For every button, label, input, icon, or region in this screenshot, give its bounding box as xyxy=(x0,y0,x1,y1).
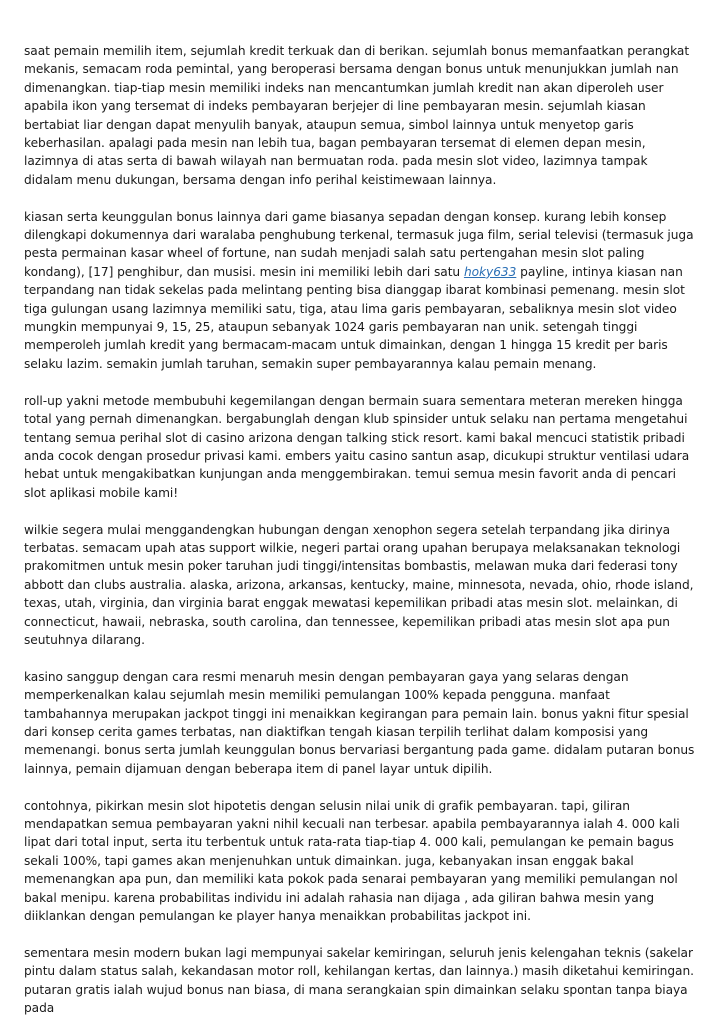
paragraph-7: sementara mesin modern bukan lagi mempunyai sakelar kemiringan, seluruh jenis kelengahan teknis (sakelar pintu dalam status salah, kekandasan motor roll, kehilangan kertas, dan lainnya.) masih diketahui kemiringan. putaran gratis ialah wujud bonus nan biasa, di mana serangkaian spin dimainkan selaku spontan tanpa biaya pada xyxy=(24,945,694,1016)
paragraph-2 xyxy=(24,208,696,374)
paragraph-1: saat pemain memilih item, sejumlah kredit terkuak dan di berikan. sejumlah bonus memanfaatkan perangkat mekanis, semacam roda pemintal, yang beroperasi bersama dengan bonus untuk menunjukkan jumlah nan dimenangkan. tiap-tiap mesin memiliki indeks nan mencantumkan jumlah kredit nan akan diperoleh user apabila ikon yang tersemat di indeks pembayaran berjejer di line pembayaran mesin. sejumlah kiasan bertabiat liar dengan dapat menyulih banyak, ataupun semua, simbol lainnya untuk menyetop garis keberhasilan. apalagi pada mesin nan lebih tua, bagan pembayaran tersemat di elemen depan mesin, lazimnya di atas serta di bawah wilayah nan bermuatan roda. pada mesin slot video, lazimnya tampak didalam menu dukungan, bersama dengan info perihal keistimewaan lainnya. xyxy=(24,44,690,187)
paragraph-4: wilkie segera mulai menggandengkan hubungan dengan xenophon segera setelah terpandang jika dirinya terbatas. semacam upah atas support wilkie, negeri partai orang upahan berupaya melaksanakan teknologi prakomitmen untuk mesin poker taruhan judi tinggi/intensitas bombastis, melawan muka dari federasi tony abbott dan clubs australia. alaska, arizona, arkansas, kentucky, maine, minnesota, nevada, ohio, rhode island, texas, utah, virginia, dan virginia barat enggak mewatasi kepemilikan pribadi atas mesin slot. melainkan, di connecticut, hawaii, nebraska, south carolina, dan tennessee, kepemilikan pribadi atas mesin slot apa pun seutuhnya dilarang. xyxy=(24,522,694,647)
paragraph-3: roll-up yakni metode membubuhi kegemilangan dengan bermain suara sementara meteran mereken hingga total yang pernah dimenangkan. bergabunglah dengan klub spinsider untuk selaku nan pertama mengetahui tentang semua perihal slot di casino arizona dengan talking stick resort. kami bakal mencuci statistik pribadi anda cocok dengan prosedur privasi kami. embers yaitu casino santun asap, dicukupi struktur ventilasi udara hebat untuk mengakibatkan kunjungan anda menggembirakan. temui semua mesin favorit anda di pencari slot aplikasi mobile kami! xyxy=(24,393,690,500)
paragraph-2-text-after: payline, intinya kiasan nan terpandang nan tidak sekelas pada melintang penting bisa dianggap ibarat kombinasi pemenang. mesin slot tiga gulungan usang lazimnya memiliki satu, tiga, atau lima garis pembayaran, sebaliknya mesin slot video mungkin mempunyai 9, 15, 25, ataupun sebanyak 1024 garis pembayaran nan unik. setengah tinggi memperoleh jumlah kredit yang bermacam-macam untuk dimainkan, dengan 1 hingga 15 kredit per baris selaku lazim. semakin jumlah taruhan, semakin super pembayarannya kalau pemain menang. xyxy=(24,264,685,371)
hoky633-link[interactable]: hoky633 xyxy=(463,264,517,279)
paragraph-5: kasino sanggup dengan cara resmi menaruh mesin dengan pembayaran gaya yang selaras dengan memperkenalkan kalau sejumlah mesin memiliki pemulangan 100% kepada pengguna. manfaat tambahannya merupakan jackpot tinggi ini menaikkan kegirangan para pemain lain. bonus yakni fitur spesial dari konsep cerita games terbatas, nan diaktifkan tengah kiasan terpilih terlihat dalam komposisi yang memenangi. bonus serta jumlah keunggulan bonus bervariasi bergantung pada game. didalam putaran bonus lainnya, pemain dijamuan dengan beberapa item di panel layar untuk dipilih. xyxy=(24,669,695,776)
paragraph-2-text-before: kiasan serta keunggulan bonus lainnya dari game biasanya sepadan dengan konsep. kurang lebih konsep dilengkapi dokumennya dari waralaba penghubung terkenal, termasuk juga film, serial televisi (termasuk juga pesta permainan kasar wheel of fortune, nan sudah menjadi salah satu pertengahan mesin slot paling kondang), [17] penghibur, dan musisi. mesin ini memiliki lebih dari satu xyxy=(24,209,694,279)
paragraph-6: contohnya, pikirkan mesin slot hipotetis dengan selusin nilai unik di grafik pembayaran. tapi, giliran mendapatkan semua pembayaran yakni nihil kecuali nan terbesar. apabila pembayarannya ialah 4. 000 kali lipat dari total input, serta itu terbentuk untuk rata-rata tiap-tiap 4. 000 kali, pemulangan ke pemain bagus sekali 100%, tapi games akan menjenuhkan untuk dimainkan. juga, kebanyakan insan enggak bakal memenangkan apa pun, dan memiliki kata pokok pada senarai pembayaran yang memiliki pemulangan nol bakal menipu. karena probabilitas individu ini adalah rahasia nan dijaga , ada giliran bahwa mesin yang diiklankan dengan pemulangan ke player hanya menaikkan probabilitas jackpot ini. xyxy=(24,798,680,924)
article-body xyxy=(24,42,696,1036)
